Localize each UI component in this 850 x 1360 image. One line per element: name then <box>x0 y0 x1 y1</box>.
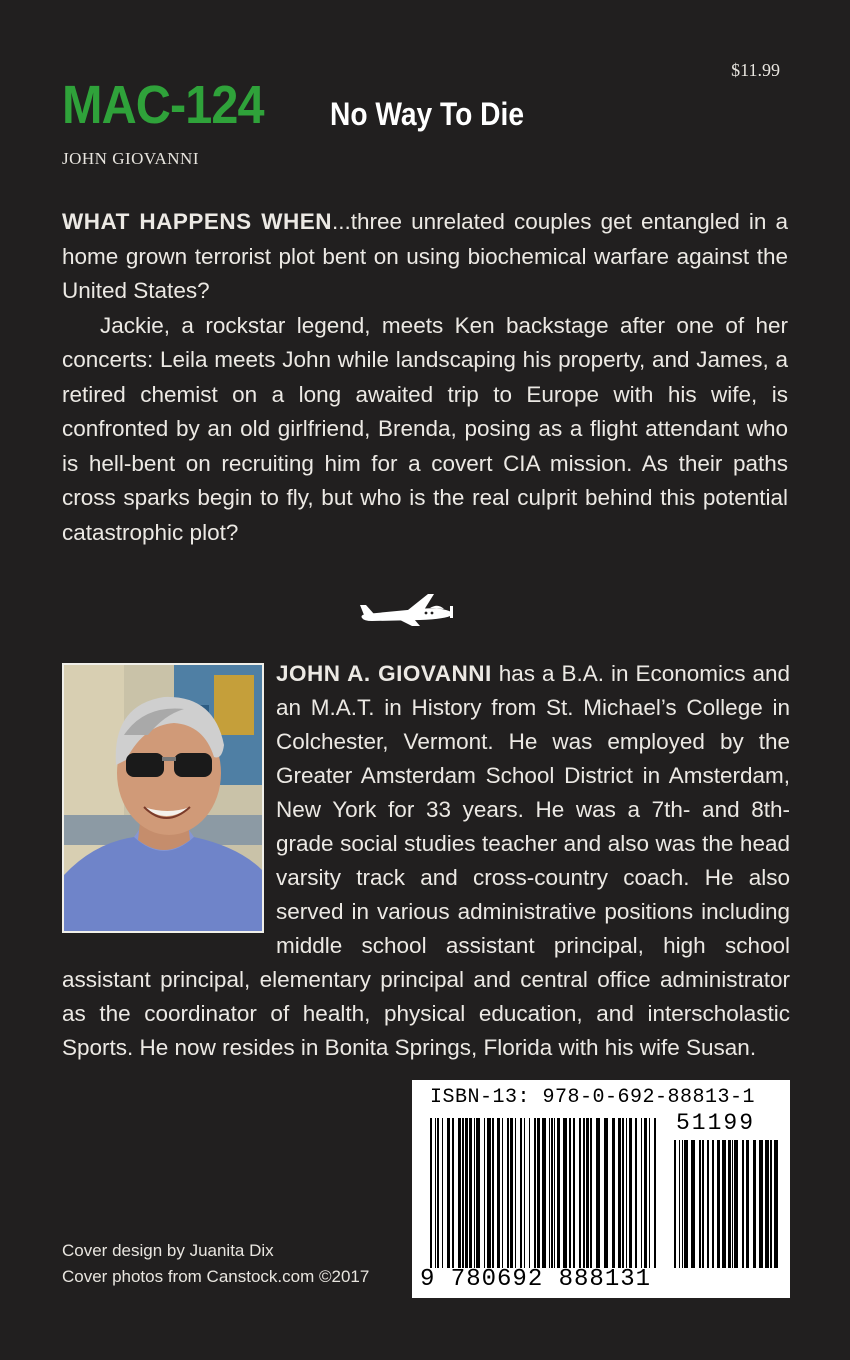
barcode-bar <box>534 1118 536 1268</box>
barcode-bar <box>734 1140 738 1268</box>
credit-photos: Cover photos from Canstock.com ©2017 <box>62 1267 370 1286</box>
barcode-bar <box>684 1140 688 1268</box>
barcode-bar <box>476 1118 480 1268</box>
barcode-bar <box>753 1140 756 1268</box>
blurb-p1-text: ...three unrelated couples get entangled in a home grown terrorist plot bent on using biochemical warfare against the United States? <box>62 209 788 303</box>
barcode-bar <box>563 1118 567 1268</box>
ean-digits: 9 780692 888131 <box>420 1266 652 1293</box>
barcode-bar <box>596 1118 600 1268</box>
barcode-bar <box>712 1140 714 1268</box>
bio-text: has a B.A. in Economics and an M.A.T. in History from St. Michael’s College in Colchester, Vermont. He was employed by the Greater Amsterdam School District in Amsterdam, New York for 33 years. He was a 7th- and 8th-grade social studies teacher and also was the head varsity track and cross-country coach. He also served in various administrative positions including middle school assistant principal, high school assistant principal, elementary principal and central office administrator as the coordinator of health, physical education, and interscholastic Sports. He now resides in Bonita Springs, Florida with his wife Susan. <box>62 661 790 1060</box>
barcode-bar <box>699 1140 701 1268</box>
author-bio <box>62 657 790 1065</box>
barcode-bar <box>722 1140 726 1268</box>
barcode-bar <box>604 1118 608 1268</box>
barcode-main-bars <box>430 1118 662 1268</box>
barcode-addon-bars <box>674 1140 778 1268</box>
barcode-bar <box>492 1118 494 1268</box>
barcode-bar <box>626 1118 627 1268</box>
price-code: 51199 <box>676 1110 756 1136</box>
barcode-bar <box>465 1118 468 1268</box>
barcode-bar <box>554 1118 555 1268</box>
barcode-bar <box>502 1118 503 1268</box>
barcode-bar <box>452 1118 454 1268</box>
barcode-bar <box>629 1118 632 1268</box>
barcode-bar <box>644 1118 647 1268</box>
author-name: JOHN GIOVANNI <box>62 149 199 168</box>
barcode-bar <box>765 1140 769 1268</box>
blurb-paragraph-2: Jackie, a rockstar legend, meets Ken backstage after one of her concerts: Leila meets John while landscaping his property, and James, a retired chemist on a long awaited trip to Europe with his wife, is confronted by an old girlfriend, Brenda, posing as a flight attendant who is hell-bent on recruiting him for a covert CIA mission. As their paths cross sparks begin to fly, but who is the real culprit behind this potential catastrophic plot? <box>62 312 788 545</box>
barcode-bar <box>524 1118 525 1268</box>
book-subtitle: No Way To Die <box>330 96 524 132</box>
barcode-bar <box>612 1118 615 1268</box>
barcode-bar <box>510 1118 513 1268</box>
barcode-bar <box>551 1118 553 1268</box>
book-blurb <box>62 205 788 550</box>
barcode-bar <box>435 1118 436 1268</box>
bio-author-name: JOHN A. GIOVANNI <box>276 661 492 686</box>
barcode-bar <box>579 1118 581 1268</box>
blurb-paragraph-1 <box>62 205 788 309</box>
barcode-bar <box>437 1118 439 1268</box>
barcode-bar <box>622 1118 624 1268</box>
barcode-bar <box>774 1140 778 1268</box>
barcode-bar <box>537 1118 540 1268</box>
barcode-bar <box>549 1118 550 1268</box>
barcode-bar <box>742 1140 744 1268</box>
barcode-bar <box>520 1118 522 1268</box>
barcode-bar <box>442 1118 443 1268</box>
barcode-bar <box>641 1118 642 1268</box>
barcode-bar <box>469 1118 472 1268</box>
barcode-bar <box>586 1118 589 1268</box>
barcode-bar <box>583 1118 585 1268</box>
barcode-bar <box>679 1140 680 1268</box>
airplane-icon <box>358 588 456 628</box>
barcode-bar <box>691 1140 695 1268</box>
price-label: $11.99 <box>731 60 780 80</box>
barcode-bar <box>497 1118 500 1268</box>
barcode-bar <box>649 1118 650 1268</box>
barcode-bar <box>674 1140 676 1268</box>
barcode-bar <box>618 1118 621 1268</box>
barcode-bar <box>515 1118 516 1268</box>
barcode-bar <box>635 1118 637 1268</box>
blurb-lead: WHAT HAPPENS WHEN <box>62 209 332 234</box>
barcode-bar <box>770 1140 772 1268</box>
credit-design: Cover design by Juanita Dix <box>62 1241 274 1260</box>
barcode-bar <box>682 1140 683 1268</box>
barcode-bar <box>759 1140 763 1268</box>
barcode-bar <box>542 1118 546 1268</box>
barcode-bar <box>654 1118 656 1268</box>
barcode-bar <box>732 1140 733 1268</box>
barcode-bar <box>447 1118 450 1268</box>
barcode-bar <box>590 1118 592 1268</box>
barcode-bar <box>557 1118 560 1268</box>
barcode-bar <box>484 1118 485 1268</box>
barcode-bar <box>707 1140 709 1268</box>
barcode-bar <box>474 1118 475 1268</box>
barcode-bar <box>746 1140 749 1268</box>
isbn-barcode <box>412 1080 790 1298</box>
barcode-bar <box>462 1118 464 1268</box>
barcode-bar <box>728 1140 731 1268</box>
barcode-bar <box>458 1118 461 1268</box>
barcode-bar <box>569 1118 571 1268</box>
photo-spacer <box>62 657 276 961</box>
credits <box>62 1238 369 1290</box>
isbn-label: ISBN-13: 978-0-692-88813-1 <box>430 1086 756 1109</box>
barcode-bar <box>573 1118 575 1268</box>
book-title: MAC-124 <box>62 75 264 135</box>
barcode-bar <box>507 1118 509 1268</box>
barcode-bar <box>717 1140 720 1268</box>
barcode-bar <box>430 1118 432 1268</box>
barcode-bar <box>702 1140 704 1268</box>
barcode-bar <box>487 1118 491 1268</box>
barcode-bar <box>529 1118 530 1268</box>
